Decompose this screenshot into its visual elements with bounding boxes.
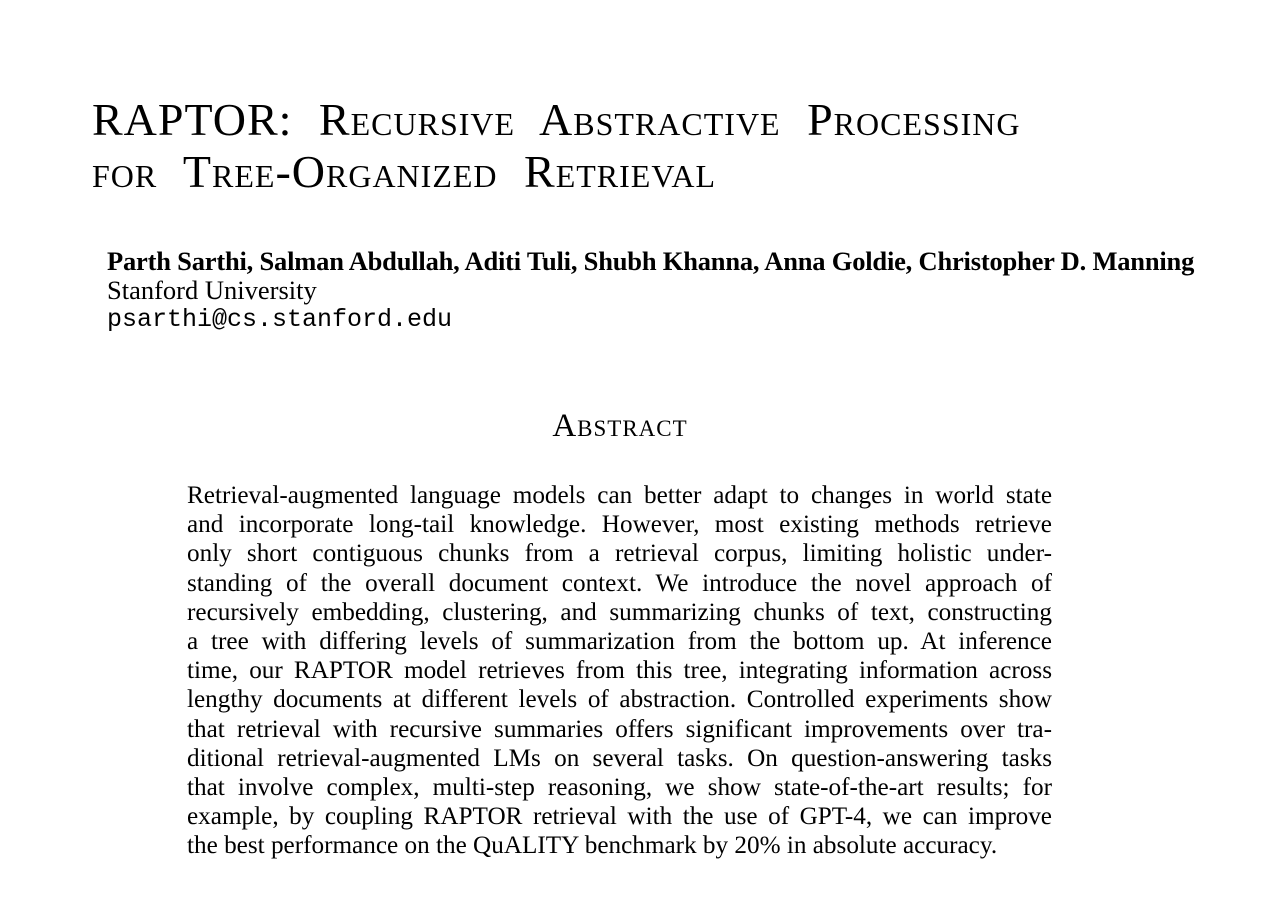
abstract-line: recursively embedding, clustering, and summarizing chunks of text, constructing bbox=[187, 598, 1052, 626]
abstract-line: that retrieval with recursive summaries offers significant improvements over tra- bbox=[187, 715, 1052, 743]
author-list: Parth Sarthi, Salman Abdullah, Aditi Tuli, Shubh Khanna, Anna Goldie, Christopher D. Manning bbox=[107, 246, 1195, 276]
abstract-line: time, our RAPTOR model retrieves from this tree, integrating information across bbox=[187, 657, 1052, 685]
abstract-body bbox=[187, 481, 1052, 860]
paper-title-line-2: for Tree-Organized Retrieval bbox=[92, 146, 716, 197]
paper-title bbox=[92, 94, 1242, 198]
abstract-line: Retrieval-augmented language models can better adapt to changes in world state bbox=[187, 482, 1052, 509]
abstract-line: that involve complex, multi-step reasoning, we show state-of-the-art results; for bbox=[187, 773, 1052, 801]
abstract-heading: Abstract bbox=[552, 408, 688, 444]
paper-title-line-1: RAPTOR: Recursive Abstractive Processing bbox=[92, 94, 1021, 145]
abstract-line: only short contiguous chunks from a retrieval corpus, limiting holistic under- bbox=[187, 540, 1052, 568]
abstract-line: the best performance on the QuALITY benchmark by 20% in absolute accuracy. bbox=[187, 832, 998, 860]
abstract-line: example, by coupling RAPTOR retrieval with the use of GPT-4, we can improve bbox=[187, 803, 1052, 831]
abstract-line: and incorporate long-tail knowledge. However, most existing methods retrieve bbox=[187, 511, 1052, 539]
abstract-line: a tree with differing levels of summarization from the bottom up. At inference bbox=[187, 627, 1052, 655]
abstract-line: ditional retrieval-augmented LMs on several tasks. On question-answering tasks bbox=[187, 744, 1052, 772]
abstract-line: standing of the overall document context. We introduce the novel approach of bbox=[187, 569, 1052, 597]
author-block bbox=[107, 246, 1277, 335]
affiliation: Stanford University bbox=[107, 275, 317, 305]
abstract-line: lengthy documents at different levels of abstraction. Controlled experiments show bbox=[187, 686, 1052, 714]
contact-email: psarthi@cs.stanford.edu bbox=[107, 305, 453, 334]
